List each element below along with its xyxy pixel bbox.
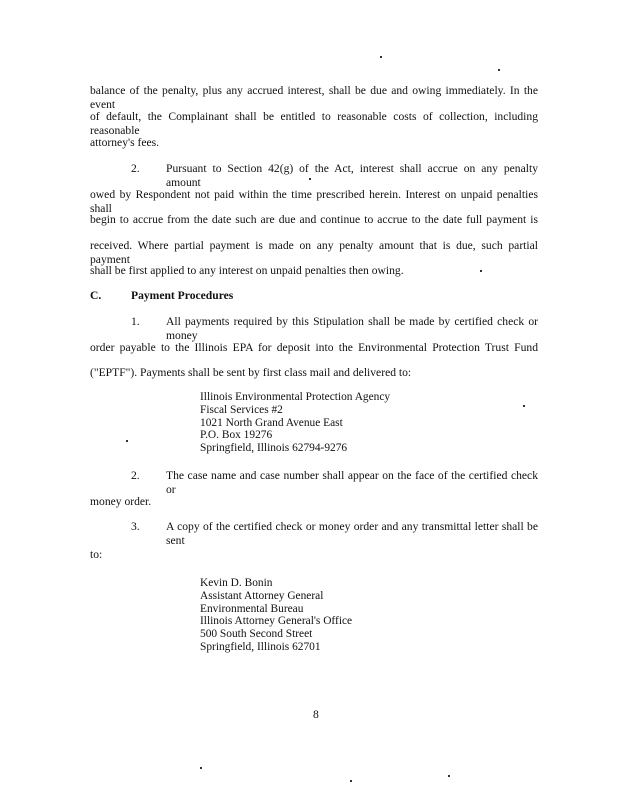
address-line: P.O. Box 19276 [200,429,273,442]
item-number: 2. [131,162,140,175]
scan-speck [200,767,202,769]
scan-speck [480,270,482,272]
text-line: attorney's fees. [90,136,160,149]
text-line: A copy of the certified check or money order and any transmittal letter shall be sent [166,520,538,547]
text-line: ("EPTF"). Payments shall be sent by first class mail and delivered to: [90,366,412,379]
text-line: to: [90,548,103,561]
address-line: Springfield, Illinois 62701 [200,640,321,653]
text-line: of default, the Complainant shall be entitled to reasonable costs of collection, including reasonable [90,110,538,137]
address-line: Kevin D. Bonin [200,577,273,589]
scan-speck [126,440,128,442]
item-number: 3. [131,520,140,533]
address-line: Illinois Environmental Protection Agency [200,391,391,403]
scan-speck [498,69,500,71]
text-line: The case name and case number shall appear on the face of the certified check or [166,469,538,496]
address-line: Assistant Attorney General [200,589,324,602]
text-line: balance of the penalty, plus any accrued interest, shall be due and owing immediately. In the event [90,84,538,111]
iepa-address [200,391,390,455]
text-line: All payments required by this Stipulation shall be made by certified check or money [166,315,538,342]
section-heading: Payment Procedures [131,289,234,302]
address-line: 1021 North Grand Avenue East [200,416,343,429]
scan-speck [350,780,352,782]
scan-speck [309,178,311,180]
scan-speck [380,56,382,58]
section-letter: C. [90,289,102,302]
scan-speck [523,405,525,407]
ag-address [200,577,352,654]
text-line: order payable to the Illinois EPA for deposit into the Environmental Protection Trust Fund [90,341,538,354]
address-line: 500 South Second Street [200,628,313,641]
address-line: Springfield, Illinois 62794-9276 [200,442,348,455]
item-number: 1. [131,315,140,328]
address-line: Fiscal Services #2 [200,403,283,416]
text-line: Pursuant to Section 42(g) of the Act, interest shall accrue on any penalty amount [166,162,538,189]
text-line: owed by Respondent not paid within the time prescribed herein. Interest on unpaid penalties shall [90,188,538,215]
text-line: begin to accrue from the date such are due and continue to accrue to the date full payment is [90,213,538,226]
text-line: received. Where partial payment is made on any penalty amount that is due, such partial payment [90,239,538,266]
text-line: money order. [90,495,152,508]
scan-speck [448,775,450,777]
text-line: shall be first applied to any interest on unpaid penalties then owing. [90,264,404,277]
item-number: 2. [131,469,140,482]
page-number: 8 [313,708,319,721]
address-line: Environmental Bureau [200,602,304,615]
address-line: Illinois Attorney General's Office [200,615,353,628]
